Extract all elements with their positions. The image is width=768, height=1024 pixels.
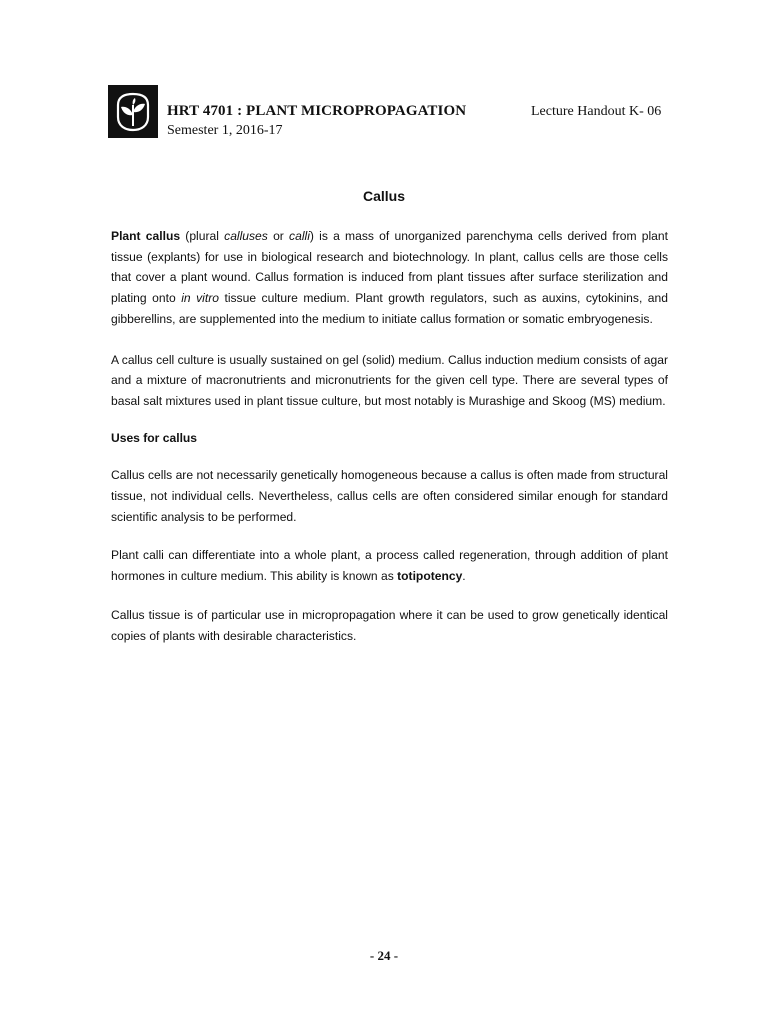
text-run: ) is a mass of unorganized parenchyma cells derived from plant tissue (explants) for use in biological research and biotechnology. In plant, callus cells are those cells that cover a plant wound. Callus formation is induced from plant tissues after surface sterilization and plating onto bbox=[111, 229, 668, 306]
semester-label: Semester 1, 2016-17 bbox=[167, 123, 283, 138]
text-run: Plant calli can differentiate into a whole plant, a process called regeneration, through addition of plant hormones in culture medium. This ability is known as bbox=[111, 548, 668, 584]
term-totipotency: totipotency bbox=[397, 569, 463, 584]
paragraph-intro bbox=[111, 226, 668, 330]
sprout-icon-graphic bbox=[113, 91, 153, 133]
term-in-vitro: in vitro bbox=[181, 291, 219, 306]
text-run: or bbox=[267, 229, 290, 243]
paragraph-regeneration bbox=[111, 545, 668, 586]
paragraph-micropropagation: Callus tissue is of particular use in micropropagation where it can be used to grow genetically identical copies of plants with desirable characteristics. bbox=[111, 607, 668, 643]
handout-label: Lecture Handout K- 06 bbox=[531, 104, 662, 119]
term-calluses: calluses bbox=[224, 229, 268, 243]
sprout-icon bbox=[108, 85, 158, 138]
paragraph-culture: A callus cell culture is usually sustained on gel (solid) medium. Callus induction medium consists of agar and a mixture of macronutrients and micronutrients for the given cell type. There are several types of basal salt mixtures used in plant tissue culture, but most notably is Murashige and Skoog (MS) medium. bbox=[111, 352, 668, 408]
text-run: . bbox=[462, 569, 466, 584]
document-body bbox=[111, 226, 668, 646]
text-run: tissue culture medium. Plant growth regulators, such as auxins, cytokinins, and gibberellins, are supplemented into the medium to initiate callus formation or somatic embryogenesis. bbox=[111, 291, 668, 326]
term-calli: calli bbox=[289, 229, 310, 243]
page-number: - 24 - bbox=[369, 948, 399, 963]
page-title: Callus bbox=[362, 188, 405, 204]
paragraph-homogeneity: Callus cells are not necessarily genetically homogeneous because a callus is often made from structural tissue, not individual cells. Nevertheless, callus cells are often considered similar enough for standard scientific analysis to be performed. bbox=[111, 468, 668, 524]
course-title: HRT 4701 : PLANT MICROPROPAGATION bbox=[167, 103, 467, 119]
section-heading-uses: Uses for callus bbox=[111, 430, 198, 445]
text-run: (plural bbox=[180, 229, 225, 243]
term-plant-callus: Plant callus bbox=[111, 229, 181, 243]
